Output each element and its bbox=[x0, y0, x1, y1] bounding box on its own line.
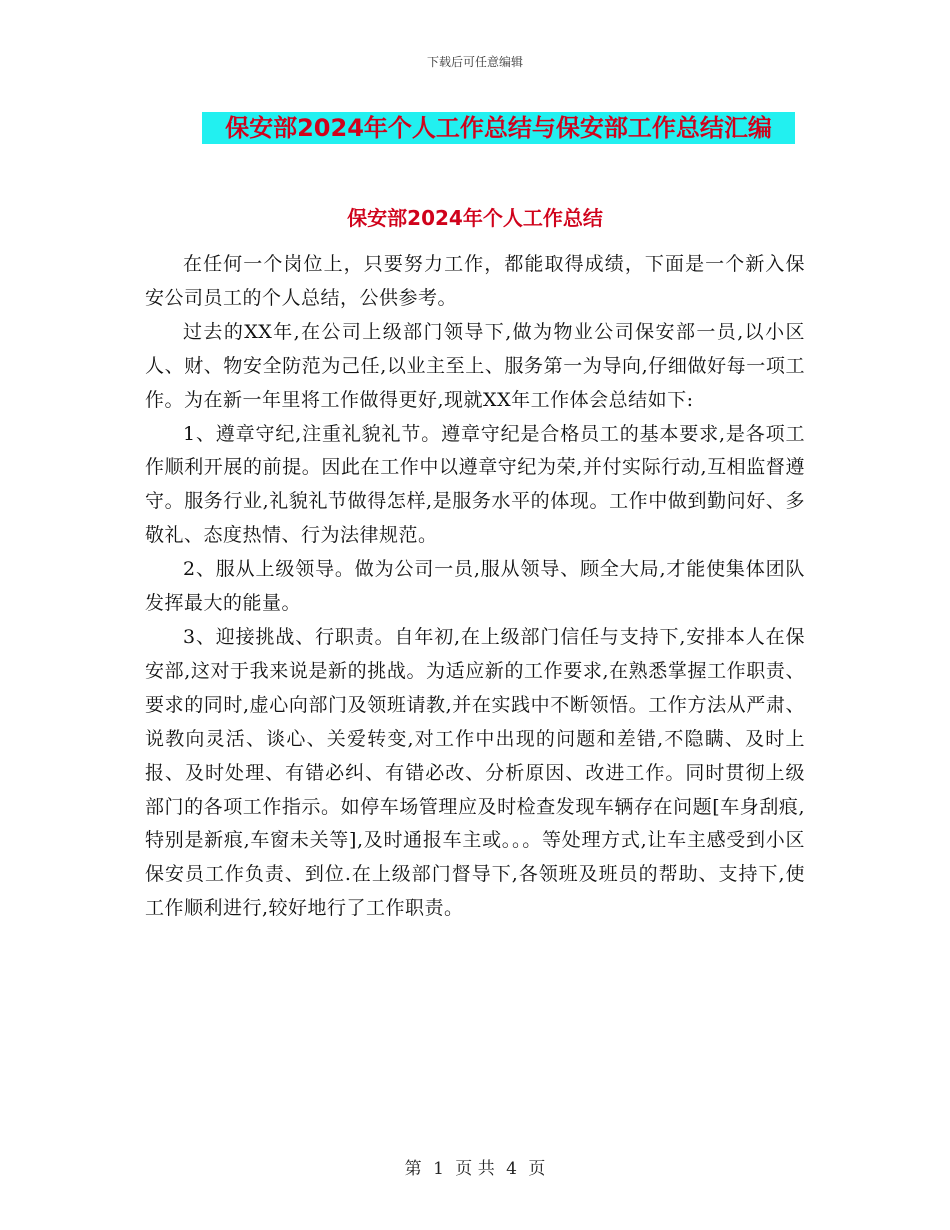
header-note: 下载后可任意编辑 bbox=[426, 55, 523, 69]
footer-page-number: 1 bbox=[433, 1159, 444, 1179]
footer-page-total: 4 bbox=[506, 1159, 517, 1179]
section-title: 保安部2024年个人工作总结 bbox=[347, 206, 603, 230]
footer-page-prefix: 第 bbox=[404, 1159, 422, 1179]
paragraph-overview: 过去的XX年,在公司上级部门领导下,做为物业公司保安部一员,以小区人、财、物安全防范为己任,以业主至上、服务第一为导向,仔细做好每一项工作。为在新一年里将工作做得更好,现就XX年工作体会总结如下: bbox=[145, 320, 805, 411]
footer-page-suffix: 页 bbox=[528, 1159, 546, 1179]
footer-page-mid: 页 共 bbox=[455, 1159, 495, 1179]
page-footer bbox=[0, 1154, 950, 1179]
document-title: 保安部2024年个人工作总结与保安部工作总结汇编 bbox=[225, 114, 772, 142]
paragraph-item-2: 2、服从上级领导。做为公司一员,服从领导、顾全大局,才能使集体团队发挥最大的能量。 bbox=[145, 558, 805, 615]
paragraph-intro: 在任何一个岗位上，只要努力工作，都能取得成绩，下面是一个新入保安公司员工的个人总结，公供参考。 bbox=[145, 253, 805, 309]
paragraph-item-3: 3、迎接挑战、行职责。自年初,在上级部门信任与支持下,安排本人在保安部,这对于我来说是新的挑战。为适应新的工作要求,在熟悉掌握工作职责、要求的同时,虚心向部门及领班请教,并在实践中不断领悟。工作方法从严肃、说教向灵活、谈心、关爱转变,对工作中出现的问题和差错,不隐瞒、及时上报、及时处理、有错必纠、有错必改、分析原因、改进工作。同时贯彻上级部门的各项工作指示。如停车场管理应及时检查发现车辆存在问题[车身刮痕,特别是新痕,车窗未关等],及时通报车主或。。。等处理方式,让车主感受到小区保安员工作负责、到位.在上级部门督导下,各领班及班员的帮助、支持下,使工作顺利进行,较好地行了工作职责。 bbox=[145, 625, 805, 920]
paragraph-item-1: 1、遵章守纪,注重礼貌礼节。遵章守纪是合格员工的基本要求,是各项工作顺利开展的前提。因此在工作中以遵章守纪为荣,并付实际行动,互相监督遵守。服务行业,礼貌礼节做得怎样,是服务水平的体现。工作中做到勤问好、多敬礼、态度热情、行为法律规范。 bbox=[145, 422, 805, 547]
document-body bbox=[145, 248, 805, 926]
document-title-highlight bbox=[202, 112, 795, 144]
